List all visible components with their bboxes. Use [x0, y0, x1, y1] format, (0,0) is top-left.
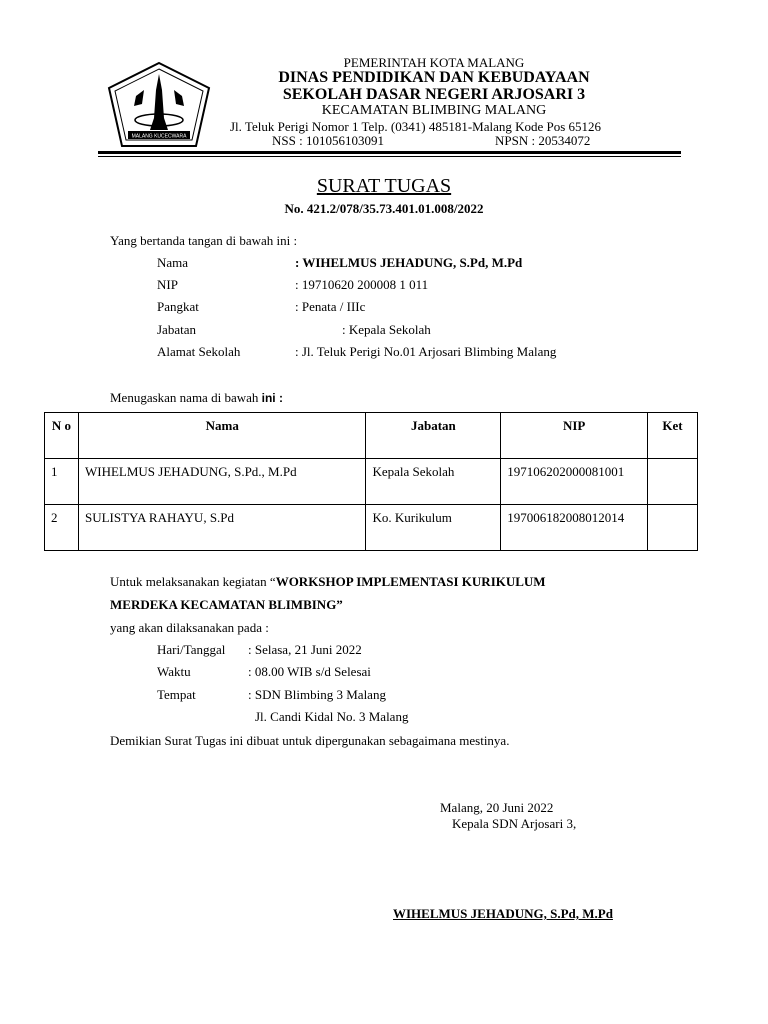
purpose-event-part1: WORKSHOP IMPLEMENTASI KURIKULUM	[275, 574, 546, 589]
value-hari: : Selasa, 21 Juni 2022	[248, 642, 362, 657]
header-line4: KECAMATAN BLIMBING MALANG	[321, 103, 547, 118]
header-divider-thin	[98, 156, 681, 157]
purpose-prefix: Untuk melaksanakan kegiatan “	[110, 574, 276, 589]
assign-intro-text: Menugaskan nama di bawah	[110, 390, 259, 405]
value-waktu: : 08.00 WIB s/d Selesai	[248, 664, 371, 679]
label-hari: Hari/Tanggal	[157, 642, 226, 657]
value-tempat: : SDN Blimbing 3 Malang	[248, 687, 386, 702]
label-tempat: Tempat	[157, 687, 196, 702]
cell-no: 1	[45, 459, 79, 505]
purpose-event-part2: MERDEKA KECAMATAN BLIMBING”	[110, 597, 343, 612]
table-header-row	[45, 413, 698, 459]
assign-intro-suffix: ini :	[261, 391, 283, 405]
cell-jabatan: Ko. Kurikulum	[366, 505, 501, 551]
header-jabatan: Jabatan	[366, 413, 501, 459]
header-line3: SEKOLAH DASAR NEGERI ARJOSARI 3	[282, 86, 586, 103]
cell-nama: WIHELMUS JEHADUNG, S.Pd., M.Pd	[78, 459, 366, 505]
table-row	[45, 505, 698, 551]
cell-jabatan: Kepala Sekolah	[366, 459, 501, 505]
intro-text: Yang bertanda tangan di bawah ini :	[110, 233, 298, 248]
label-nip: NIP	[157, 277, 178, 292]
cell-ket	[648, 505, 698, 551]
value-nip: : 19710620 200008 1 011	[295, 277, 429, 292]
schedule-intro: yang akan dilaksanakan pada :	[110, 620, 269, 635]
city-logo	[106, 60, 212, 148]
closing-text: Demikian Surat Tugas ini dibuat untuk dipergunakan sebagaimana mestinya.	[110, 733, 510, 748]
label-pangkat: Pangkat	[157, 299, 199, 314]
value-alamat: : Jl. Teluk Perigi No.01 Arjosari Blimbing Malang	[295, 344, 557, 359]
header-nss: NSS : 101056103091	[272, 133, 384, 148]
label-waktu: Waktu	[157, 664, 191, 679]
header-address: Jl. Teluk Perigi Nomor 1 Telp. (0341) 485181-Malang Kode Pos 65126	[230, 119, 602, 134]
cell-ket	[648, 459, 698, 505]
header-line1: PEMERINTAH KOTA MALANG	[343, 55, 525, 70]
header-line2: DINAS PENDIDIKAN DAN KEBUDAYAAN	[278, 69, 590, 86]
document-title: SURAT TUGAS	[316, 175, 452, 197]
header-ket: Ket	[648, 413, 698, 459]
signature-place-date: Malang, 20 Juni 2022	[440, 800, 554, 815]
value-jabatan: : Kepala Sekolah	[342, 322, 431, 337]
value-pangkat: : Penata / IIIc	[295, 299, 366, 314]
cell-nama: SULISTYA RAHAYU, S.Pd	[78, 505, 366, 551]
table-row	[45, 459, 698, 505]
purpose-line1	[110, 574, 546, 590]
value-tempat-address: Jl. Candi Kidal No. 3 Malang	[255, 709, 409, 724]
cell-no: 2	[45, 505, 79, 551]
label-nama: Nama	[157, 255, 189, 270]
header-nip: NIP	[501, 413, 648, 459]
signature-name: WIHELMUS JEHADUNG, S.Pd, M.Pd	[393, 906, 613, 921]
cell-nip: 197106202000081001	[501, 459, 648, 505]
value-nama: : WIHELMUS JEHADUNG, S.Pd, M.Pd	[295, 255, 523, 270]
assign-intro	[110, 390, 283, 406]
label-jabatan: Jabatan	[157, 322, 196, 337]
label-alamat: Alamat Sekolah	[157, 344, 241, 359]
signature-role: Kepala SDN Arjosari 3,	[452, 816, 577, 831]
header-divider-thick	[98, 151, 681, 154]
assignee-table	[44, 412, 698, 551]
cell-nip: 197006182008012014	[501, 505, 648, 551]
svg-text:MALANG KUCECWARA: MALANG KUCECWARA	[131, 133, 187, 140]
header-npsn: NPSN : 20534072	[495, 133, 591, 148]
header-no: N o	[45, 413, 79, 459]
document-number: No. 421.2/078/35.73.401.01.008/2022	[284, 201, 484, 216]
header-nama: Nama	[78, 413, 366, 459]
